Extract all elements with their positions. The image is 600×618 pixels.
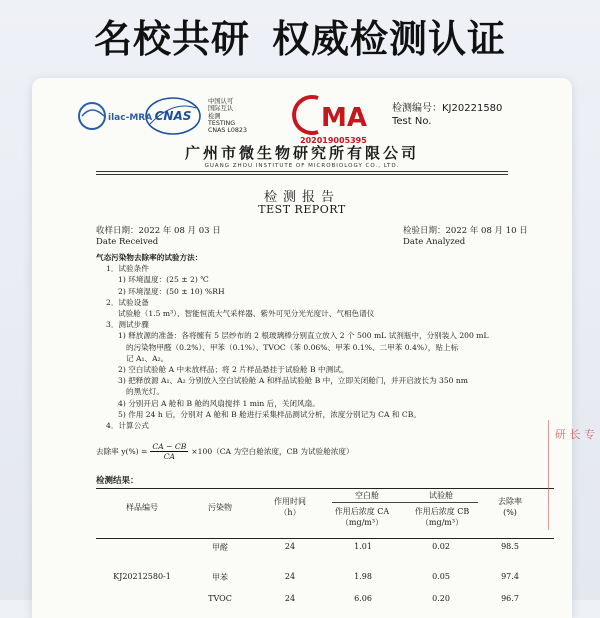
formula-fraction bbox=[150, 442, 188, 461]
formula-numerator: CA − CB bbox=[152, 442, 187, 451]
header-rule bbox=[96, 171, 508, 172]
cma-number: 202019005395 bbox=[300, 136, 367, 145]
header-rate bbox=[480, 496, 540, 518]
cell-cb: 0.20 bbox=[432, 594, 450, 603]
header-rule bbox=[96, 174, 508, 175]
red-seal-stamp bbox=[548, 420, 595, 530]
cell-time: 24 bbox=[284, 542, 296, 551]
test-report-document bbox=[32, 78, 572, 618]
header-test: 试验舱 bbox=[429, 491, 453, 500]
header-blank-conc bbox=[322, 506, 402, 528]
test-method-section bbox=[96, 252, 536, 431]
cell-cb: 0.05 bbox=[432, 572, 450, 581]
test-number-en: Test No. bbox=[392, 116, 432, 127]
cnas-caption-line: 中国认可 bbox=[208, 98, 234, 105]
date-received-cn: 收样日期：2022 年 08 月 03 日 bbox=[96, 226, 221, 236]
cell-time: 24 bbox=[284, 594, 296, 603]
header-blank-conc-unit: （mg/m³） bbox=[340, 518, 384, 527]
header-test-conc-unit: （mg/m³） bbox=[420, 518, 464, 527]
formula-rhs: ×100（CA 为空白舱浓度，CB 为试验舱浓度） bbox=[191, 447, 354, 456]
institute-name-cn: 广州市微生物研究所有限公司 bbox=[184, 144, 419, 162]
cell-pollutant: 甲苯 bbox=[212, 573, 228, 582]
cell-time: 24 bbox=[284, 572, 296, 581]
method-heading: 气态污染物去除率的试验方法： bbox=[96, 253, 203, 262]
method-step: 3) 把释放源 A₁、A₂ 分别放入空白试验舱 A 和样品试验舱 B 中，立即关闭舱门，并开启波长为 350 nm bbox=[118, 376, 469, 386]
table-top-rule bbox=[96, 488, 554, 489]
cell-ca: 1.98 bbox=[354, 572, 372, 581]
institute-name-en: GUANG ZHOU INSTITUTE OF MICROBIOLOGY CO., LTD. bbox=[204, 163, 400, 169]
date-analyzed bbox=[403, 226, 528, 248]
header-rate-unit: (%) bbox=[503, 508, 517, 517]
header-blank: 空白舱 bbox=[355, 491, 379, 500]
ilac-mra-logo bbox=[78, 98, 153, 134]
method-step: 4．计算公式 bbox=[106, 421, 149, 431]
header-sub-rule bbox=[332, 502, 478, 503]
cnas-logo bbox=[144, 96, 202, 136]
method-step: 试验舱（1.5 m³）、智能恒流大气采样器、紫外可见分光光度计、气相色谱仪 bbox=[118, 309, 375, 319]
method-step: 1) 释放源的准备：各将缠有 5 层纱布的 2 根玻璃棒分别直立放入 2 个 500 mL 试剂瓶中，分别装入 200 mL bbox=[118, 331, 489, 341]
header-time-unit: （h） bbox=[279, 508, 301, 517]
formula-lhs: 去除率 y(%) = bbox=[96, 447, 148, 456]
method-step: 5) 作用 24 h 后，分别对 A 舱和 B 舱进行采集样品测试分析，浓度分别记为 CA 和 CB。 bbox=[118, 409, 421, 419]
cell-pollutant: 甲醛 bbox=[212, 543, 228, 552]
stamp-text: 研 长 专 bbox=[555, 428, 595, 441]
ilac-label: ilac-MRA bbox=[108, 113, 153, 123]
sample-id: KJ20212580-1 bbox=[113, 572, 171, 581]
date-received-en: Date Received bbox=[96, 237, 159, 247]
report-title-cn: 检测报告 bbox=[263, 190, 340, 205]
header-rate-label: 去除率 bbox=[498, 497, 522, 506]
cnas-caption-line: TESTING bbox=[208, 119, 236, 127]
banner-left: 名校共研 bbox=[93, 16, 250, 61]
header-time bbox=[260, 496, 320, 518]
cnas-caption-line: 检测 bbox=[208, 112, 221, 120]
cma-label: MA bbox=[321, 103, 367, 133]
method-step: 2) 空白试验舱 A 中未放样品；将 2 片样品悬挂于试验舱 B 中测试。 bbox=[118, 365, 349, 375]
cell-rate: 96.7 bbox=[501, 594, 519, 603]
header-test-conc-label: 作用后浓度 CB bbox=[414, 507, 470, 516]
method-step: 1) 环境温度：(25 ± 2) ℃ bbox=[118, 275, 209, 285]
method-step: 4) 分别开启 A 舱和 B 舱的风扇搅拌 1 min 后，关闭风扇。 bbox=[118, 398, 320, 408]
cma-logo bbox=[288, 92, 380, 142]
method-step: 记 A₁、A₂。 bbox=[126, 353, 169, 363]
cnas-caption-line: 国际互认 bbox=[208, 105, 234, 113]
method-step: 2．试验设备 bbox=[106, 297, 149, 307]
cnas-label: CNAS bbox=[154, 109, 192, 123]
cell-pollutant: TVOC bbox=[208, 594, 232, 603]
report-title-en: TEST REPORT bbox=[258, 203, 346, 216]
cell-ca: 1.01 bbox=[354, 542, 372, 551]
cnas-caption bbox=[208, 98, 268, 134]
header-test-conc bbox=[402, 506, 482, 528]
removal-rate-formula bbox=[96, 442, 354, 461]
method-step: 的黑光灯。 bbox=[126, 387, 164, 397]
header-sample: 样品编号 bbox=[126, 503, 158, 512]
header-pollutant: 污染物 bbox=[208, 503, 232, 512]
formula-denominator: CA bbox=[163, 452, 175, 461]
results-title: 检测结果： bbox=[96, 476, 139, 486]
test-number bbox=[392, 102, 502, 128]
date-analyzed-cn: 检验日期：2022 年 08 月 10 日 bbox=[403, 226, 528, 236]
date-received bbox=[96, 226, 221, 248]
method-step: 的污染物甲醛（0.2%）、甲苯（0.1%）、TVOC（苯 0.06%、甲苯 0.1%、二甲苯 0.4%），贴上标 bbox=[126, 342, 459, 352]
header-time-label: 作用时间 bbox=[274, 497, 306, 506]
table-header-rule bbox=[96, 538, 554, 539]
cell-rate: 97.4 bbox=[501, 572, 519, 581]
method-step: 2) 环境湿度：(50 ± 10) %RH bbox=[118, 286, 225, 296]
banner-right: 权威检测认证 bbox=[272, 16, 507, 61]
cell-cb: 0.02 bbox=[432, 542, 450, 551]
cnas-caption-line: CNAS L0823 bbox=[208, 127, 247, 135]
header-blank-conc-label: 作用后浓度 CA bbox=[334, 507, 390, 516]
cell-ca: 6.06 bbox=[354, 594, 372, 603]
method-step: 1．试验条件 bbox=[106, 264, 149, 274]
date-analyzed-en: Date Analyzed bbox=[403, 237, 466, 247]
method-step: 3．测试步骤 bbox=[106, 320, 149, 330]
cell-rate: 98.5 bbox=[501, 542, 519, 551]
test-number-cn: 检测编号：KJ20221580 bbox=[392, 103, 503, 114]
banner-headline bbox=[0, 0, 600, 70]
